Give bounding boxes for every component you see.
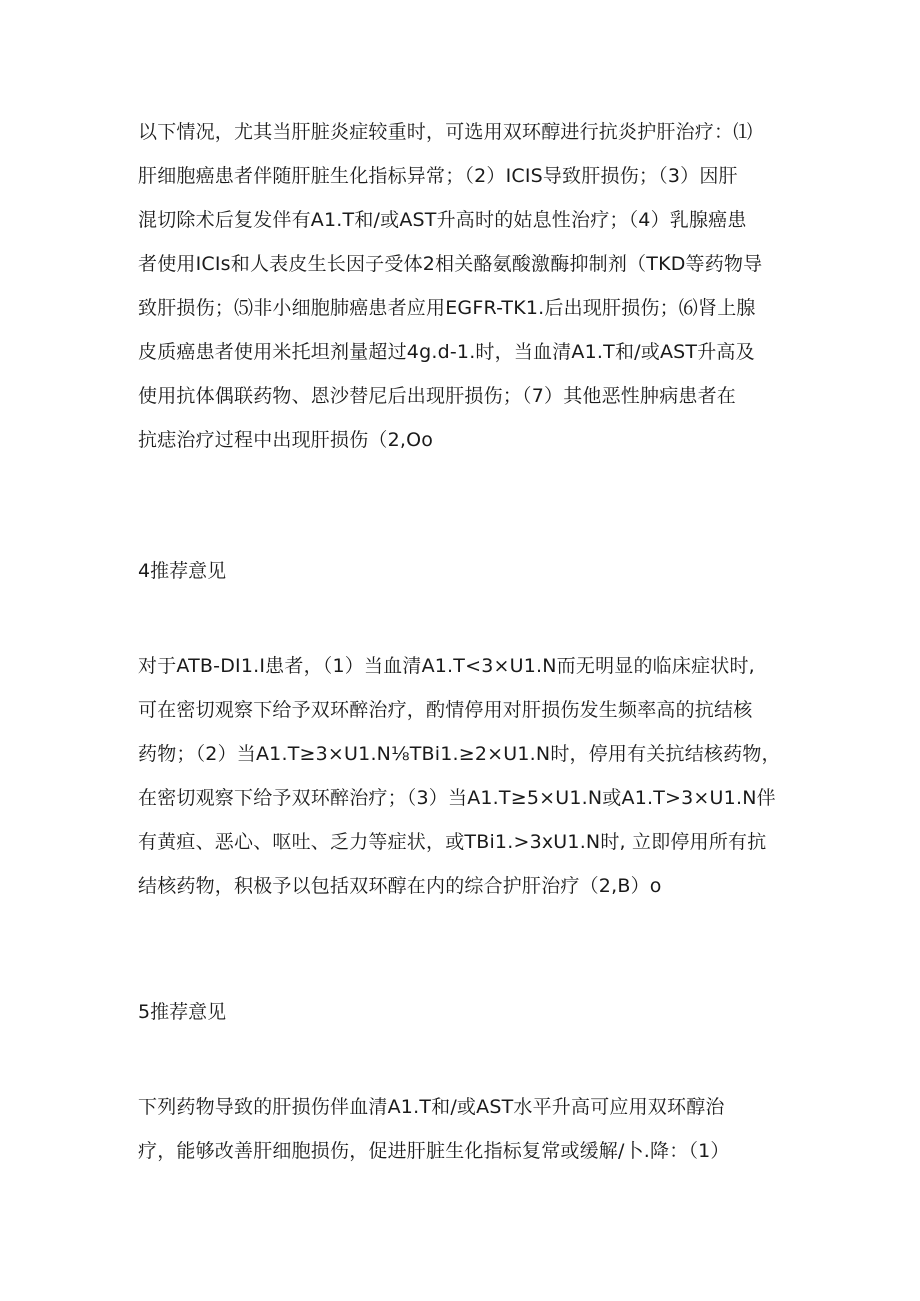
paragraph-line: 在密切观察下给予双环醉治疗；（3）当A1.T≥5×U1.N或A1.T>3×U1.N伴 [138, 787, 776, 809]
paragraph-line: 有黄疸、恶心、呕吐、乏力等症状，或TBi1.>3xU1.N时, 立即停用所有抗 [138, 831, 767, 853]
paragraph-line: 混切除术后复发伴有A1.T和/或AST升高时的姑息性治疗；（4）乳腺癌患 [138, 209, 747, 231]
paragraph-line: 对于ATB-DI1.I患者，（1）当血清A1.T<3×U1.N而无明显的临床症状时, [138, 655, 755, 677]
paragraph-line: 药物；（2）当A1.T≥3×U1.N⅛TBi1.≥2×U1.N时，停用有关抗结核药物， [138, 743, 781, 765]
paragraph-line: 者使用ICIs和人表皮生长因子受体2相关酪氨酸激酶抑制剂（TKD等药物导 [138, 253, 763, 275]
section-heading-5: 5推荐意见 [138, 1001, 227, 1023]
paragraph-line: 致肝损伤；⑸非小细胞肺癌患者应用EGFR-TK1.后出现肝损伤；⑹肾上腺 [138, 297, 756, 319]
paragraph-line: 抗痣治疗过程中出现肝损伤（2,Oo [138, 429, 434, 451]
paragraph-atb-dili [138, 644, 798, 908]
paragraph-line: 结核药物，积极予以包括双环醇在内的综合护肝治疗（2,B）o [138, 875, 662, 897]
paragraph-line: 肝细胞癌患者伴随肝脏生化指标异常；（2）ICIS导致肝损伤；（3）因肝 [138, 165, 738, 187]
paragraph-hepatitis-treatment [138, 110, 798, 462]
paragraph-line: 以下情况，尤其当肝脏炎症较重时，可选用双环醇进行抗炎护肝治疗：⑴ [138, 121, 753, 143]
paragraph-line: 疗，能够改善肝细胞损伤，促进肝脏生化指标复常或缓解/卜.降：（1） [138, 1140, 730, 1162]
section-heading-4: 4推荐意见 [138, 560, 227, 582]
paragraph-line: 下列药物导致的肝损伤伴血清A1.T和/或AST水平升高可应用双环醇治 [138, 1096, 725, 1118]
paragraph-drug-induced-injury [138, 1085, 798, 1173]
paragraph-line: 可在密切观察下给予双环醉治疗，酌情停用对肝损伤发生频率高的抗结核 [138, 699, 753, 721]
paragraph-line: 皮质癌患者使用米托坦剂量超过4g.d-1.时，当血清A1.T和/或AST升高及 [138, 341, 755, 363]
paragraph-line: 使用抗体偶联药物、恩沙替尼后出现肝损伤；（7）其他恶性肿病患者在 [138, 385, 736, 407]
